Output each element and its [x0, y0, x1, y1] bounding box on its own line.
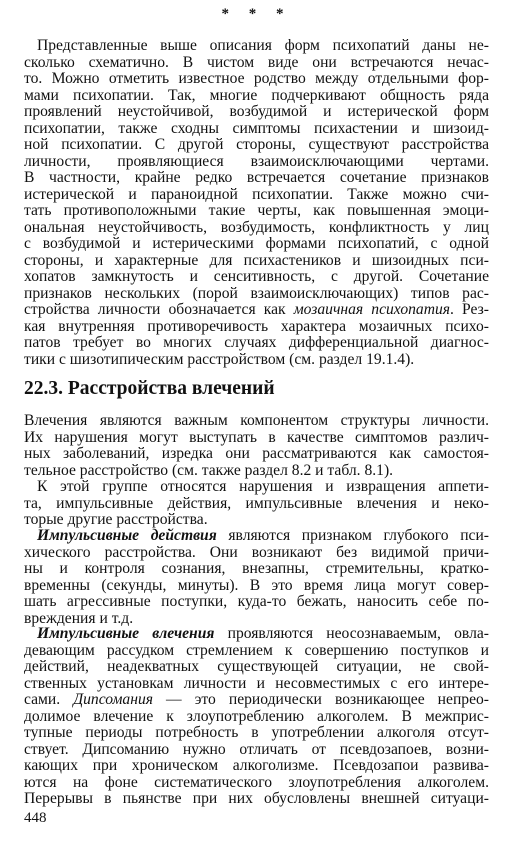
text-line: Их нарушения могут выступать в качестве симптомов различ-: [24, 429, 489, 446]
paragraph-psychopathy-summary: [24, 38, 489, 368]
text-line: мами психопатии. Так, многие подчеркивают общность ряда: [24, 87, 489, 104]
text-line: тики с шизотипическим расстройством (см. раздел 19.1.4).: [24, 351, 415, 368]
text-fragment: . Рез-: [450, 302, 489, 318]
text-fragment: проявляются неосознаваемым, овла-: [214, 626, 489, 642]
text-fragment: стройства личности обозначается как: [24, 302, 294, 318]
text-line: [24, 302, 489, 319]
section-title: 22.3. Расстройства влечений: [24, 378, 275, 399]
page-number: 448: [24, 810, 47, 826]
text-line: хического расстройства. Они возникают без видимой причи-: [24, 544, 489, 561]
text-fragment: — это периодически возникающее непрео-: [153, 692, 489, 708]
text-line: шать агрессивные поступки, куда-то бежать, наносить себе по-: [24, 594, 489, 610]
text-line: вреждения и т.д.: [24, 610, 134, 627]
text-line: [24, 692, 489, 709]
text-line: тать противоположными такие черты, как повышенная эмоци-: [24, 203, 489, 219]
text-line: долимое влечение к злоупотреблению алкоголем. В межприс-: [24, 708, 489, 725]
text-line: признаков нескольких (порой взаимоисключающих) типов рас-: [24, 285, 489, 302]
text-line: хопатов замкнутость и сенситивность, с другой. Сочетание: [24, 269, 489, 285]
text-line: кая внутренняя противоречивость характера мозаичных психо-: [24, 318, 489, 335]
text-line: Перерывы в пьянстве при них обусловлены внешней ситуаци-: [24, 791, 489, 807]
text-line: девающим рассудком стремлением к совершению поступков и: [24, 642, 489, 659]
text-line: с возбудимой и истерическими формами психопатий, с одной: [24, 236, 489, 252]
term-impulsive-drives: Импульсивные влечения: [37, 626, 215, 642]
text-line: В частности, крайне редко встречается сочетание признаков: [24, 170, 489, 186]
text-line: сколько схематично. В чистом виде они встречаются нечас-: [24, 54, 489, 71]
text-line: ствует. Дипсоманию нужно отличать от псевдозапоев, возни-: [24, 741, 489, 758]
text-line: та, импульсивные действия, импульсивные влечения и неко-: [24, 495, 489, 512]
text-line: ются на фоне систематического злоупотребления алкоголем.: [24, 774, 489, 791]
text-line: патов требует во многих случаях дифференциальной диагнос-: [24, 335, 489, 351]
paragraph-group-list: [24, 479, 489, 529]
term-mosaic-psychopathy: мозаичная психопатия: [293, 302, 451, 318]
text-fragment: сами.: [24, 692, 74, 708]
text-line: личности, проявляющиеся взаимоисключающими чертами.: [24, 153, 489, 170]
text-line: ственных установкам личности и несовместимых с его интере-: [24, 675, 489, 692]
term-dipsomania: Дипсомания: [73, 692, 153, 708]
text-line: [24, 528, 489, 545]
paragraph-impulsive-drives: [24, 626, 489, 808]
text-line: торые другие расстройства.: [24, 512, 208, 528]
text-line: временны (секунды, минуты). В это время лица могут совер-: [24, 577, 489, 594]
text-line: истерической и параноидной психопатии. Также можно счи-: [24, 186, 489, 203]
text-line: [24, 626, 489, 643]
text-line: Представленные выше описания форм психопатий даны не-: [37, 38, 489, 54]
text-line: ны и контроля сознания, внезапны, стремительны, кратко-: [24, 561, 489, 577]
paragraph-drives-intro: [24, 413, 489, 479]
text-line: проявлений неустойчивой, возбудимой и истерической форм: [24, 104, 489, 120]
text-line: тельное расстройство (см. также раздел 8.2 и табл. 8.1).: [24, 462, 394, 479]
text-line: К этой группе относятся нарушения и извращения аппети-: [37, 479, 489, 495]
text-line: Влечения являются важным компонентом структуры личности.: [24, 413, 489, 429]
text-line: тупные периоды потребность в употреблении алкоголя отсут-: [24, 725, 489, 741]
text-fragment: являются признаком глубокого пси-: [216, 528, 489, 544]
text-line: психопатии, также сходны симптомы психастении и шизоид-: [24, 120, 489, 137]
text-line: то. Можно отметить известное родство между отдельными фор-: [24, 71, 489, 87]
paragraph-impulsive-actions: [24, 528, 489, 627]
text-line: ональная неустойчивость, возбудимость, конфликтность у лиц: [24, 219, 489, 236]
term-impulsive-actions: Импульсивные действия: [37, 528, 217, 544]
text-line: ных заболеваний, изредка они рассматриваются как самостоя-: [24, 446, 489, 462]
text-line: стороны, и характерные для психастеников и шизоидных пси-: [24, 252, 489, 269]
text-line: действий, неадекватных существующей ситуации, не свой-: [24, 659, 489, 675]
text-line: кающих при хроническом алкоголизме. Псевдозапои развива-: [24, 758, 489, 774]
text-line: ной психопатии. С другой стороны, существуют расстройства: [24, 137, 489, 153]
section-separator: * * *: [221, 6, 292, 22]
